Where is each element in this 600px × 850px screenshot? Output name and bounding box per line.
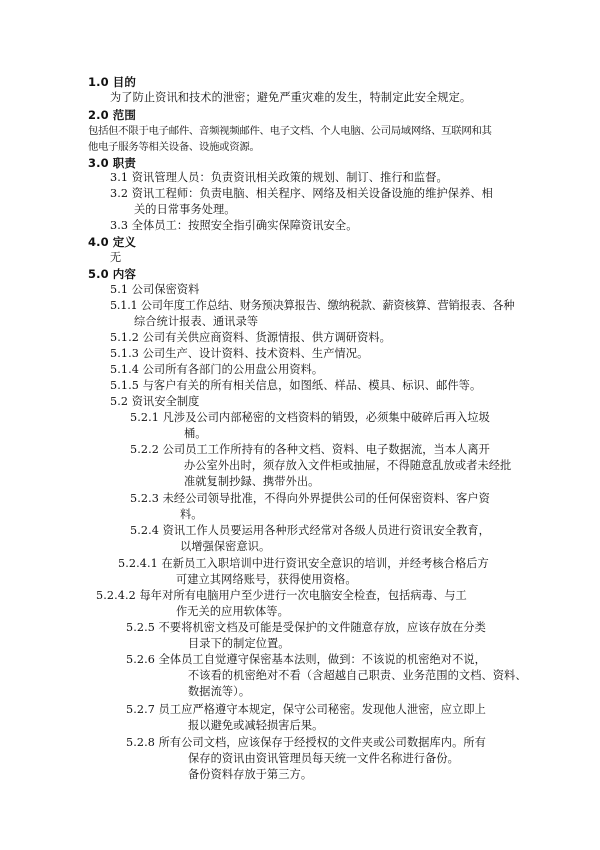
- item-5-2: 5.2 资讯安全制度: [110, 395, 200, 408]
- item-5-1-3: 5.1.3 公司生产、设计资料、技术资料、生产情况。: [110, 347, 369, 360]
- section-1-text: 为了防止资讯和技术的泄密；避免严重灾难的发生，特制定此安全规定。: [110, 91, 472, 104]
- item-5-2-8-line2: 保存的资讯由资讯管理员每天统一文件名称进行备份。: [188, 752, 459, 765]
- item-5-2-4-2-line1: 5.2.4.2 每年对所有电脑用户至少进行一次电脑安全检查，包括病毒、与工: [96, 589, 467, 602]
- item-5-2-6-line3: 数据流等）。: [188, 685, 251, 698]
- item-3-1: 3.1 资讯管理人员：负责资讯相关政策的规划、制订、推行和监督。: [110, 171, 448, 184]
- item-5-1: 5.1 公司保密资料: [110, 283, 200, 296]
- item-5-2-2-line3: 准就复制抄録、携带外出。: [184, 475, 320, 488]
- item-5-1-1-line1: 5.1.1 公司年度工作总结、财务预决算报告、缴纳税款、薪资核算、营销报表、各种: [110, 299, 515, 312]
- section-2-text-line1: 包括但不限于电子邮件、音频视频邮件、电子文档、个人电脑、公司局域网络、互联网和其: [88, 125, 492, 137]
- section-4-text: 无: [110, 251, 122, 264]
- item-5-1-4: 5.1.4 公司所有各部门的公用盘公用资料。: [110, 363, 324, 376]
- section-2-heading: 2.0 范围: [88, 108, 136, 122]
- item-5-1-1-line2: 综合统计报表、通讯录等: [134, 315, 259, 328]
- item-5-2-4-line2: 以增强保密意识。: [180, 540, 271, 553]
- item-5-2-6-line1: 5.2.6 全体员工自觉遵守保密基本法则，做到：不该说的机密绝对不说，: [126, 653, 486, 666]
- item-5-2-4-1-line1: 5.2.4.1 在新员工入职培训中进行资讯安全意识的培训，并经考核合格后方: [118, 557, 489, 570]
- item-5-2-8-line3: 备份资料存放于第三方。: [188, 768, 313, 781]
- item-3-3: 3.3 全体员工：按照安全指引确实保障资讯安全。: [110, 219, 358, 232]
- section-5-heading: 5.0 内容: [88, 267, 136, 281]
- item-3-2-line2: 关的日常事务处理。: [134, 203, 236, 216]
- item-5-2-7-line1: 5.2.7 员工应严格遵守本规定，保守公司秘密。发现他人泄密，应立即上: [126, 703, 486, 716]
- section-3-heading: 3.0 职责: [88, 156, 136, 170]
- item-5-2-5-line1: 5.2.5 不要将机密文档及可能是受保护的文件随意存放，应该存放在分类: [126, 621, 486, 634]
- item-3-2-line1: 3.2 资讯工程师：负责电脑、相关程序、网络及相关设备设施的维护保养、相: [110, 187, 493, 200]
- item-5-2-4-1-line2: 可建立其网络账号，获得使用资格。: [176, 573, 357, 586]
- section-4-heading: 4.0 定义: [88, 235, 136, 249]
- item-5-2-2-line2: 办公室外出时，须存放入文件柜或抽屉，不得随意乱放或者未经批: [184, 459, 512, 472]
- item-5-1-5: 5.1.5 与客户有关的所有相关信息，如图纸、样品、模具、标识、邮件等。: [110, 379, 482, 392]
- item-5-2-6-line2: 不该看的机密绝对不看（含超越自己职责、业务范围的文档、资料、: [188, 669, 527, 682]
- item-5-1-2: 5.1.2 公司有关供应商资料、货源情报、供方调研资料。: [110, 331, 391, 344]
- item-5-2-4-2-line2: 作无关的应用软体等。: [176, 605, 289, 618]
- item-5-2-2-line1: 5.2.2 公司员工工作所持有的各种文档、资料、电子数据流，当本人离开: [130, 443, 490, 456]
- section-2-text-line2: 他电子服务等相关设备、设施或资源。: [88, 141, 260, 153]
- item-5-2-8-line1: 5.2.8 所有公司文档，应该保存于经授权的文件夹或公司数据库内。所有: [126, 736, 486, 749]
- item-5-2-5-line2: 目录下的制定位置。: [188, 637, 290, 650]
- item-5-2-4-line1: 5.2.4 资讯工作人员要运用各种形式经常对各级人员进行资讯安全教育，: [130, 524, 490, 537]
- item-5-2-3-line1: 5.2.3 未经公司领导批准，不得向外界提供公司的任何保密资料、客户资: [130, 492, 490, 505]
- item-5-2-3-line2: 料。: [180, 508, 203, 521]
- item-5-2-1-line2: 桶。: [184, 427, 207, 440]
- section-1-heading: 1.0 目的: [88, 75, 136, 89]
- item-5-2-7-line2: 报以避免或减轻损害后果。: [188, 719, 324, 732]
- item-5-2-1-line1: 5.2.1 凡涉及公司内部秘密的文档资料的销毁，必须集中破碎后再入垃圾: [130, 411, 490, 424]
